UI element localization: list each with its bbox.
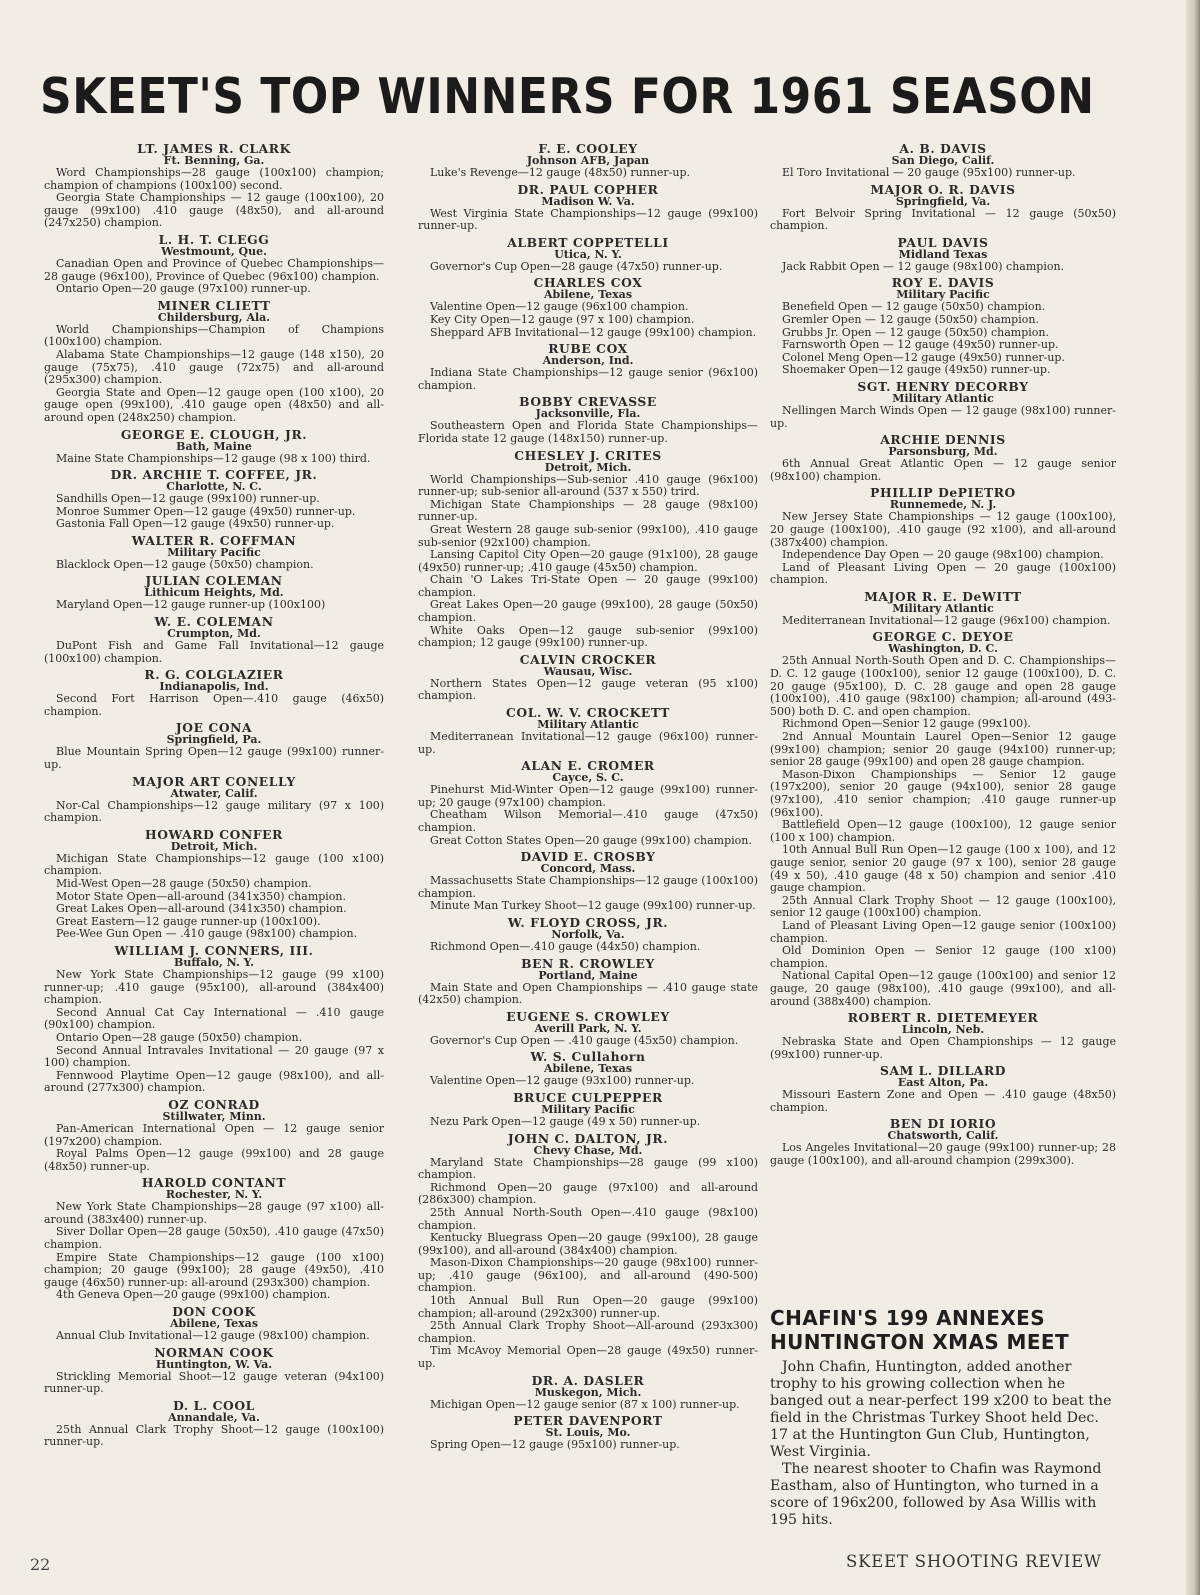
article-headline-line-1: CHAFIN'S 199 ANNEXES: [770, 1306, 1046, 1330]
winner-name: EUGENE S. CROWLEY: [506, 1008, 670, 1024]
result-line: DuPont Fish and Game Fall Invitational—12 gauge (100x100) champion.: [44, 639, 384, 665]
winner-entry: [418, 342, 758, 392]
result-line: Gastonia Fall Open—12 gauge (49x50) runner-up.: [56, 517, 335, 531]
result-line: Land of Pleasant Living Open — 20 gauge (100x100) champion.: [770, 560, 1116, 587]
result-line: Blacklock Open—12 gauge (50x50) champion.: [56, 557, 314, 571]
winner-entry: [44, 142, 384, 230]
result-line: Blue Mountain Spring Open—12 gauge (99x100) runner-up.: [44, 745, 384, 772]
result-line: Mediterranean Invitational—12 gauge (96x100) champion.: [782, 613, 1111, 627]
result-line: 25th Annual North-South Open and D. C. Championships—D. C. 12 gauge (100x100), senior 12 gauge (100x100), D. C. 20 gauge (95x100), D. C. 28 gauge and open 28 gauge (100x100), .410 gauge (98x100) champion; all-around (493-500) both D. C. and open champion.: [770, 654, 1116, 718]
winner-name: F. E. COOLEY: [538, 141, 638, 156]
winner-entry: [418, 759, 758, 847]
result-line: Annual Club Invitational—12 gauge (98x100) champion.: [56, 1329, 370, 1343]
result-line: Great Lakes Open—20 gauge (99x100), 28 gauge (50x50) champion.: [418, 598, 758, 625]
winner-location: Springfield, Pa.: [166, 733, 262, 747]
result-line: 10th Annual Bull Run Open—12 gauge (100 x 100), and 12 gauge senior, senior 20 gauge (97 x 100), senior 28 gauge (49 x 50), .410 gauge (48 x 50) champion and senior .410 gauge champion.: [770, 843, 1116, 895]
winner-name: BEN R. CROWLEY: [521, 955, 655, 971]
winner-entry: [44, 615, 384, 665]
result-line: Governor's Cup Open—28 gauge (47x50) runner-up.: [430, 259, 723, 273]
result-line: Gremler Open — 12 gauge (50x50) champion.: [782, 312, 1039, 326]
result-line: Missouri Eastern Zone and Open — .410 gauge (48x50) champion.: [770, 1088, 1116, 1114]
winner-entry: [44, 534, 384, 572]
winner-location: Utica, N. Y.: [554, 247, 622, 261]
result-line: 25th Annual North-South Open—.410 gauge (98x100) champion.: [418, 1205, 758, 1232]
result-line: Second Fort Harrison Open—.410 gauge (46x50) champion.: [44, 692, 384, 718]
winner-location: Military Pacific: [541, 1102, 635, 1116]
winner-location: Detroit, Mich.: [170, 839, 258, 853]
winner-location: Lithicum Heights, Md.: [144, 586, 284, 600]
result-line: Key City Open—12 gauge (97 x 100) champion.: [430, 312, 695, 326]
result-line: El Toro Invitational — 20 gauge (95x100) runner-up.: [782, 166, 1076, 179]
result-line: Minute Man Turkey Shoot—12 gauge (99x100) runner-up.: [430, 899, 756, 913]
winner-location: Madison W. Va.: [541, 194, 635, 208]
result-line: 25th Annual Clark Trophy Shoot—12 gauge (100x100) runner-up.: [44, 1422, 384, 1449]
result-line: New York State Championships—12 gauge (99 x100) runner-up; .410 gauge (95x100), all-around (384x400) champion.: [44, 967, 384, 1007]
winner-name: ARCHIE DENNIS: [880, 432, 1006, 448]
winner-location: Midland Texas: [898, 247, 988, 261]
result-line: World Championships—Sub-senior .410 gauge (96x100) runner-up; sub-senior all-around (537 x 550) trird.: [418, 472, 758, 499]
winner-name: COL. W. V. CROCKETT: [506, 705, 670, 721]
winner-entry: [44, 828, 384, 941]
winner-entry: [44, 299, 384, 425]
winner-location: Ft. Benning, Ga.: [163, 154, 265, 167]
winner-location: Lincoln, Neb.: [901, 1023, 985, 1037]
winner-name: CHARLES COX: [533, 275, 643, 291]
result-line: Nezu Park Open—12 gauge (49 x 50) runner-up.: [430, 1114, 701, 1128]
result-line: 2nd Annual Mountain Laurel Open—Senior 12 gauge (99x100) champion; senior 20 gauge (94x100) runner-up; senior 28 gauge (99x100) and open 28 gauge champion.: [770, 730, 1116, 769]
winner-name: CALVIN CROCKER: [519, 651, 657, 667]
result-line: Valentine Open—12 gauge (93x100) runner-up.: [430, 1074, 695, 1088]
winner-location: Military Atlantic: [892, 391, 994, 405]
winner-entry: [44, 468, 384, 531]
result-line: Ontario Open—20 gauge (97x100) runner-up.: [56, 282, 311, 296]
winner-location: Johnson AFB, Japan: [526, 154, 650, 167]
winner-entry: [770, 183, 1116, 233]
article-paragraph: John Chafin, Huntington, added another trophy to his growing collection when he banged out a near-perfect 199 x200 to beat the field in the Christmas Turkey Shoot held Dec. 17 at the Huntington Gun Club, Huntington, West Virginia.: [770, 1359, 1112, 1460]
winner-name: MAJOR ART CONELLY: [132, 773, 296, 789]
winner-entry: [44, 1098, 384, 1173]
result-line: Michigan State Championships—12 gauge (100 x100) champion.: [44, 851, 384, 878]
winner-location: Annandale, Va.: [168, 1410, 260, 1424]
article-headline-line-2: HUNTINGTON XMAS MEET: [770, 1330, 1069, 1354]
winner-location: Averill Park, N. Y.: [534, 1021, 642, 1035]
result-line: Nor-Cal Championships—12 gauge military (97 x 100) champion.: [44, 798, 384, 825]
article-paragraph: The nearest shooter to Chafin was Raymond Eastham, also of Huntington, who turned in a score of 196x200, followed by Asa Willis with 195 hits.: [770, 1461, 1102, 1528]
result-line: New York State Championships—28 gauge (97 x100) all-around (383x400) runner-up.: [44, 1200, 384, 1226]
result-line: Royal Palms Open—12 gauge (99x100) and 28 gauge (48x50) runner-up.: [44, 1147, 384, 1173]
result-line: Maine State Championships—12 gauge (98 x 100) third.: [56, 451, 371, 465]
winner-entry: [418, 449, 758, 650]
page-binding-edge: [1186, 0, 1200, 1595]
winner-location: Charlotte, N. C.: [166, 480, 262, 494]
winner-location: Muskegon, Mich.: [534, 1385, 642, 1399]
page-number: 22: [30, 1555, 51, 1574]
winner-name: PAUL DAVIS: [897, 234, 989, 250]
result-line: Second Annual Intravales Invitational — 20 gauge (97 x 100) champion.: [44, 1043, 384, 1070]
result-line: Alabama State Championships—12 gauge (148 x150), 20 gauge (75x75), .410 gauge (72x75) and all-around (295x300) champion.: [44, 347, 384, 387]
result-line: Chain 'O Lakes Tri-State Open — 20 gauge (99x100) champion.: [418, 573, 758, 599]
article-headline: [770, 1306, 1116, 1354]
result-line: Maryland Open—12 gauge runner-up (100x100): [56, 598, 326, 612]
winner-name: OZ CONRAD: [168, 1096, 260, 1112]
winner-entry: [770, 433, 1116, 483]
winner-entry: [418, 183, 758, 233]
winner-location: Portland, Maine: [538, 968, 638, 982]
result-line: Richmond Open—20 gauge (97x100) and all-around (286x300) champion.: [418, 1180, 758, 1207]
result-line: Southeastern Open and Florida State Championships—Florida state 12 gauge (148x150) runner-up.: [418, 419, 758, 445]
winner-name: LT. JAMES R. CLARK: [137, 141, 291, 156]
result-line: Independence Day Open — 20 gauge (98x100) champion.: [782, 548, 1104, 562]
winner-name: MAJOR R. E. DeWITT: [864, 588, 1022, 604]
winner-name: DAVID E. CROSBY: [520, 849, 656, 865]
result-line: Kentucky Bluegrass Open—20 gauge (99x100), 28 gauge (99x100), and all-around (384x400) champion.: [418, 1231, 758, 1257]
winner-entry: [418, 236, 758, 274]
result-line: Tim McAvoy Memorial Open—28 gauge (49x50) runner-up.: [418, 1344, 758, 1371]
winner-entry: [418, 1374, 758, 1412]
winner-location: Huntington, W. Va.: [155, 1357, 273, 1371]
winner-name: DON COOK: [172, 1304, 256, 1320]
winner-location: Abilene, Texas: [543, 288, 633, 302]
result-line: West Virginia State Championships—12 gauge (99x100) runner-up.: [418, 206, 758, 233]
winner-name: D. L. COOL: [173, 1397, 255, 1413]
winner-name: BRUCE CULPEPPER: [513, 1089, 663, 1105]
winner-name: WALTER R. COFFMAN: [131, 532, 297, 548]
winner-location: Chatsworth, Calif.: [887, 1129, 999, 1143]
result-line: Mason-Dixon Championships—20 gauge (98x100) runner-up; .410 gauge (96x100), and all-around (490-500) champion.: [418, 1256, 758, 1295]
winner-location: Childersburg, Ala.: [157, 310, 271, 324]
winner-name: HOWARD CONFER: [145, 826, 283, 842]
winner-name: MAJOR O. R. DAVIS: [870, 181, 1016, 197]
publication-footer: SKEET SHOOTING REVIEW: [846, 1552, 1102, 1571]
winner-entry: [418, 276, 758, 339]
winner-entry: [418, 916, 758, 954]
result-line: Luke's Revenge—12 gauge (48x50) runner-up.: [430, 166, 691, 179]
winners-column-1: [44, 142, 384, 1452]
result-line: Maryland State Championships—28 gauge (99 x100) champion.: [418, 1155, 758, 1182]
result-line: White Oaks Open—12 gauge sub-senior (99x100) champion; 12 gauge (99x100) runner-up.: [418, 623, 758, 650]
result-line: Spring Open—12 gauge (95x100) runner-up.: [430, 1438, 680, 1452]
result-line: Mediterranean Invitational—12 gauge (96x100) runner-up.: [418, 730, 758, 756]
winner-entry: [770, 630, 1116, 1008]
result-line: Mid-West Open—28 gauge (50x50) champion.: [56, 877, 312, 890]
winner-entry: [44, 428, 384, 466]
winner-name: SGT. HENRY DECORBY: [857, 378, 1029, 394]
result-line: Valentine Open—12 gauge (96x100 champion.: [430, 300, 689, 314]
winner-name: GEORGE E. CLOUGH, JR.: [120, 426, 308, 442]
winner-entry: [44, 574, 384, 612]
result-line: Ontario Open—28 gauge (50x50) champion.: [56, 1030, 303, 1044]
winner-location: St. Louis, Mo.: [545, 1426, 631, 1440]
winner-name: W. S. Cullahorn: [530, 1049, 646, 1065]
result-line: National Capital Open—12 gauge (100x100) and senior 12 gauge, 20 gauge (98x100), .410 gauge (99x100), and all-around (388x400) champion.: [770, 969, 1116, 1008]
result-line: New Jersey State Championships — 12 gauge (100x100), 20 gauge (100x100), .410 gauge (92 x100), and all-around (387x400) champion.: [770, 510, 1116, 549]
winner-name: HAROLD CONTANT: [141, 1175, 287, 1191]
winner-name: JOHN C. DALTON, JR.: [507, 1130, 669, 1146]
result-line: Second Annual Cat Cay International — .410 gauge (90x100) champion.: [44, 1005, 384, 1032]
winner-entry: [418, 1091, 758, 1129]
result-line: Northern States Open—12 gauge veteran (95 x100) champion.: [418, 676, 758, 703]
winner-location: Parsonsburg, Md.: [888, 445, 998, 459]
winner-entry: [418, 1010, 758, 1048]
winner-location: San Diego, Calif.: [891, 154, 995, 167]
winner-location: Westmount, Que.: [161, 244, 267, 258]
result-line: Governor's Cup Open — .410 gauge (45x50) champion.: [430, 1033, 739, 1047]
result-line: World Championships—Champion of Champions (100x100) champion.: [44, 322, 384, 349]
winner-name: BOBBY CREVASSE: [519, 394, 657, 410]
winner-name: MINER CLIETT: [157, 297, 271, 313]
winner-entry: [44, 775, 384, 825]
result-line: Indiana State Championships—12 gauge senior (96x100) champion.: [418, 366, 758, 392]
result-line: Michigan State Championships — 28 gauge (98x100) runner-up.: [418, 497, 758, 524]
result-line: Georgia State and Open—12 gauge open (100 x100), 20 gauge open (99x100), .410 gauge open (48x50) and all-around open (248x250) champion.: [44, 385, 384, 424]
winner-location: Military Pacific: [896, 288, 990, 302]
result-line: Great Cotton States Open—20 gauge (99x100) champion.: [430, 833, 752, 847]
winner-location: Abilene, Texas: [543, 1062, 633, 1076]
result-line: 10th Annual Bull Run Open—20 gauge (99x100) champion; all-around (292x300) runner-up.: [418, 1294, 758, 1320]
winner-location: Rochester, N. Y.: [165, 1188, 263, 1202]
result-line: Land of Pleasant Living Open—12 gauge senior (100x100) champion.: [770, 918, 1116, 945]
winner-entry: [44, 1176, 384, 1302]
winner-name: ALBERT COPPETELLI: [507, 234, 669, 250]
winner-entry: [44, 944, 384, 1095]
winners-column-2: [418, 142, 758, 1455]
winner-entry: [418, 706, 758, 756]
result-line: Los Angeles Invitational—20 gauge (99x100) runner-up; 28 gauge (100x100), and all-around champion (299x300).: [770, 1141, 1116, 1168]
result-line: Great Western 28 gauge sub-senior (99x100), .410 gauge sub-senior (92x100) champion.: [418, 522, 758, 549]
result-line: Pee-Wee Gun Open — .410 gauge (98x100) champion.: [56, 927, 358, 941]
result-line: Farnsworth Open — 12 gauge (49x50) runner-up.: [782, 338, 1059, 352]
winner-location: Washington, D. C.: [888, 642, 998, 656]
result-line: Battlefield Open—12 gauge (100x100), 12 gauge senior (100 x 100) champion.: [770, 818, 1116, 844]
page-title: SKEET'S TOP WINNERS FOR 1961 SEASON: [40, 68, 1095, 126]
result-line: 6th Annual Great Atlantic Open — 12 gauge senior (98x100) champion.: [770, 457, 1116, 483]
winner-entry: [44, 1305, 384, 1343]
winner-location: Runnemede, N. J.: [889, 498, 997, 512]
winner-name: SAM L. DILLARD: [879, 1063, 1007, 1079]
winner-entry: [44, 1346, 384, 1396]
result-line: 4th Geneva Open—20 gauge (99x100) champion.: [56, 1288, 331, 1302]
result-line: Jack Rabbit Open — 12 gauge (98x100) champion.: [782, 259, 1065, 273]
winner-name: BEN DI IORIO: [889, 1116, 997, 1132]
winner-entry: [770, 1117, 1116, 1167]
result-line: Great Eastern—12 gauge runner-up (100x100).: [56, 914, 321, 928]
result-line: Lansing Capitol City Open—20 gauge (91x100), 28 gauge (49x50) runner-up; .410 gauge (45x50) champion.: [418, 548, 758, 574]
winner-entry: [770, 380, 1116, 430]
winner-location: Cayce, S. C.: [552, 771, 624, 785]
winner-location: Jacksonville, Fla.: [535, 407, 641, 421]
result-line: Michigan Open—12 gauge senior (87 x 100) runner-up.: [430, 1397, 740, 1411]
winner-name: WILLIAM J. CONNERS, III.: [114, 942, 314, 958]
winner-entry: [418, 1414, 758, 1452]
winners-column-3: [770, 142, 1116, 1171]
winner-entry: [770, 142, 1116, 180]
result-line: Georgia State Championships — 12 gauge (100x100), 20 gauge (99x100) .410 gauge (48x50), and all-around (247x250) champion.: [44, 191, 384, 230]
winner-location: Stillwater, Minn.: [162, 1109, 266, 1123]
result-line: 25th Annual Clark Trophy Shoot—All-around (293x300) champion.: [418, 1319, 758, 1345]
winner-name: DR. ARCHIE T. COFFEE, JR.: [110, 467, 318, 483]
result-line: Shoemaker Open—12 gauge (49x50) runner-up.: [782, 363, 1051, 377]
winner-name: ALAN E. CROMER: [521, 758, 655, 774]
winner-name: L. H. T. CLEGG: [158, 231, 270, 247]
winner-location: Crumpton, Md.: [167, 627, 261, 641]
result-line: Nebraska State and Open Championships — 12 gauge (99x100) runner-up.: [770, 1035, 1116, 1061]
winner-name: W. E. COLEMAN: [154, 614, 274, 630]
winner-location: Military Atlantic: [892, 601, 994, 615]
winner-entry: [770, 1064, 1116, 1114]
result-line: Grubbs Jr. Open — 12 gauge (50x50) champion.: [782, 325, 1049, 339]
result-line: Motor State Open—all-around (341x350) champion.: [56, 889, 347, 903]
winner-name: PHILLIP DePIETRO: [870, 485, 1016, 501]
winner-name: PETER DAVENPORT: [513, 1413, 663, 1429]
result-line: Fort Belvoir Spring Invitational — 12 gauge (50x50) champion.: [770, 206, 1116, 233]
result-line: Strickling Memorial Shoot—12 gauge veteran (94x100) runner-up.: [44, 1369, 384, 1396]
winner-entry: [418, 142, 758, 180]
winner-name: RUBE COX: [548, 341, 628, 357]
result-line: Old Dominion Open — Senior 12 gauge (100 x100) champion.: [770, 944, 1116, 970]
result-line: Benefield Open — 12 gauge (50x50) champion.: [782, 300, 1046, 314]
winner-name: ROY E. DAVIS: [891, 275, 995, 291]
winner-location: Indianapolis, Ind.: [159, 680, 269, 694]
winner-name: DR. PAUL COPHER: [517, 181, 659, 197]
winner-name: JOE CONA: [175, 720, 253, 736]
winner-entry: [770, 486, 1116, 587]
winner-location: Springfield, Va.: [895, 194, 991, 208]
result-line: Great Lakes Open—all-around (341x350) champion.: [56, 902, 347, 916]
winner-name: JULIAN COLEMAN: [145, 573, 283, 589]
result-line: Empire State Championships—12 gauge (100 x100) champion; 20 gauge (99x100); 28 gauge (49x50), .410 gauge (46x50) runner-up: all-around (293x300) champion.: [44, 1250, 384, 1289]
winner-location: Bath, Maine: [176, 439, 252, 453]
winner-location: Norfolk, Va.: [551, 927, 625, 941]
result-line: Richmond Open—.410 gauge (44x50) champion.: [430, 939, 701, 953]
winner-entry: [770, 590, 1116, 628]
result-line: Monroe Summer Open—12 gauge (49x50) runner-up.: [56, 504, 356, 518]
winner-location: Buffalo, N. Y.: [174, 955, 254, 969]
winner-location: Abilene, Texas: [169, 1317, 259, 1331]
winner-location: Military Pacific: [167, 545, 261, 559]
winner-name: DR. A. DASLER: [531, 1372, 645, 1388]
winner-location: Wausau, Wisc.: [543, 664, 633, 678]
result-line: Main State and Open Championships — .410 gauge state (42x50) champion.: [418, 980, 758, 1007]
result-line: Massachusetts State Championships—12 gauge (100x100) champion.: [418, 874, 758, 900]
winner-location: Anderson, Ind.: [542, 354, 634, 368]
result-line: Nellingen March Winds Open — 12 gauge (98x100) runner-up.: [770, 403, 1116, 430]
winner-location: Detroit, Mich.: [544, 460, 632, 474]
result-line: Colonel Meng Open—12 gauge (49x50) runner-up.: [782, 350, 1065, 364]
result-line: Mason-Dixon Championships — Senior 12 gauge (197x200), senior 20 gauge (94x100), senior 28 gauge (97x100), .410 senior champion; .410 gauge runner-up (96x100).: [770, 767, 1116, 819]
winner-entry: [44, 233, 384, 296]
winner-name: GEORGE C. DEYOE: [872, 629, 1014, 645]
result-line: Sandhills Open—12 gauge (99x100) runner-up.: [56, 492, 320, 506]
winner-name: CHESLEY J. CRITES: [514, 447, 662, 463]
result-line: Sheppard AFB Invitational—12 gauge (99x100) champion.: [430, 325, 757, 339]
winner-entry: [418, 850, 758, 913]
result-line: Pan-American International Open — 12 gauge senior (197x200) champion.: [44, 1121, 384, 1148]
winner-location: Concord, Mass.: [540, 862, 636, 876]
winner-entry: [44, 721, 384, 771]
winner-name: ROBERT R. DIETEMEYER: [847, 1010, 1039, 1026]
winner-location: Atwater, Calif.: [170, 786, 258, 800]
winner-entry: [418, 1050, 758, 1088]
result-line: Canadian Open and Province of Quebec Championships—28 gauge (96x100), Province of Quebec (96x100) champion.: [44, 256, 384, 283]
winner-name: R. G. COLGLAZIER: [144, 667, 284, 683]
result-line: Cheatham Wilson Memorial—.410 gauge (47x50) champion.: [418, 808, 758, 834]
winner-name: W. FLOYD CROSS, JR.: [507, 914, 669, 930]
winner-location: Military Atlantic: [537, 718, 639, 732]
chafin-article: [770, 1306, 1116, 1529]
winner-entry: [418, 395, 758, 445]
winner-entry: [770, 276, 1116, 377]
winner-entry: [770, 1011, 1116, 1061]
result-line: Pinehurst Mid-Winter Open—12 gauge (99x100) runner-up; 20 gauge (97x100) champion.: [418, 783, 758, 809]
winner-entry: [770, 236, 1116, 274]
winner-entry: [418, 957, 758, 1007]
result-line: 25th Annual Clark Trophy Shoot — 12 gauge (100x100), senior 12 gauge (100x100) champion.: [770, 893, 1116, 920]
winner-name: NORMAN COOK: [154, 1344, 274, 1360]
result-line: Siver Dollar Open—28 gauge (50x50), .410 gauge (47x50) champion.: [44, 1225, 384, 1252]
result-line: Fennwood Playtime Open—12 gauge (98x100), and all-around (277x300) champion.: [44, 1068, 384, 1095]
result-line: Richmond Open—Senior 12 gauge (99x100).: [782, 717, 1031, 731]
result-line: Word Championships—28 gauge (100x100) champion; champion of champions (100x100) second.: [44, 166, 384, 192]
winner-entry: [418, 1132, 758, 1371]
winner-entry: [418, 653, 758, 703]
winner-name: A. B. DAVIS: [899, 141, 987, 156]
winner-location: East Alton, Pa.: [897, 1076, 989, 1090]
winner-entry: [44, 1399, 384, 1449]
winner-entry: [44, 668, 384, 718]
winner-location: Chevy Chase, Md.: [533, 1143, 643, 1157]
